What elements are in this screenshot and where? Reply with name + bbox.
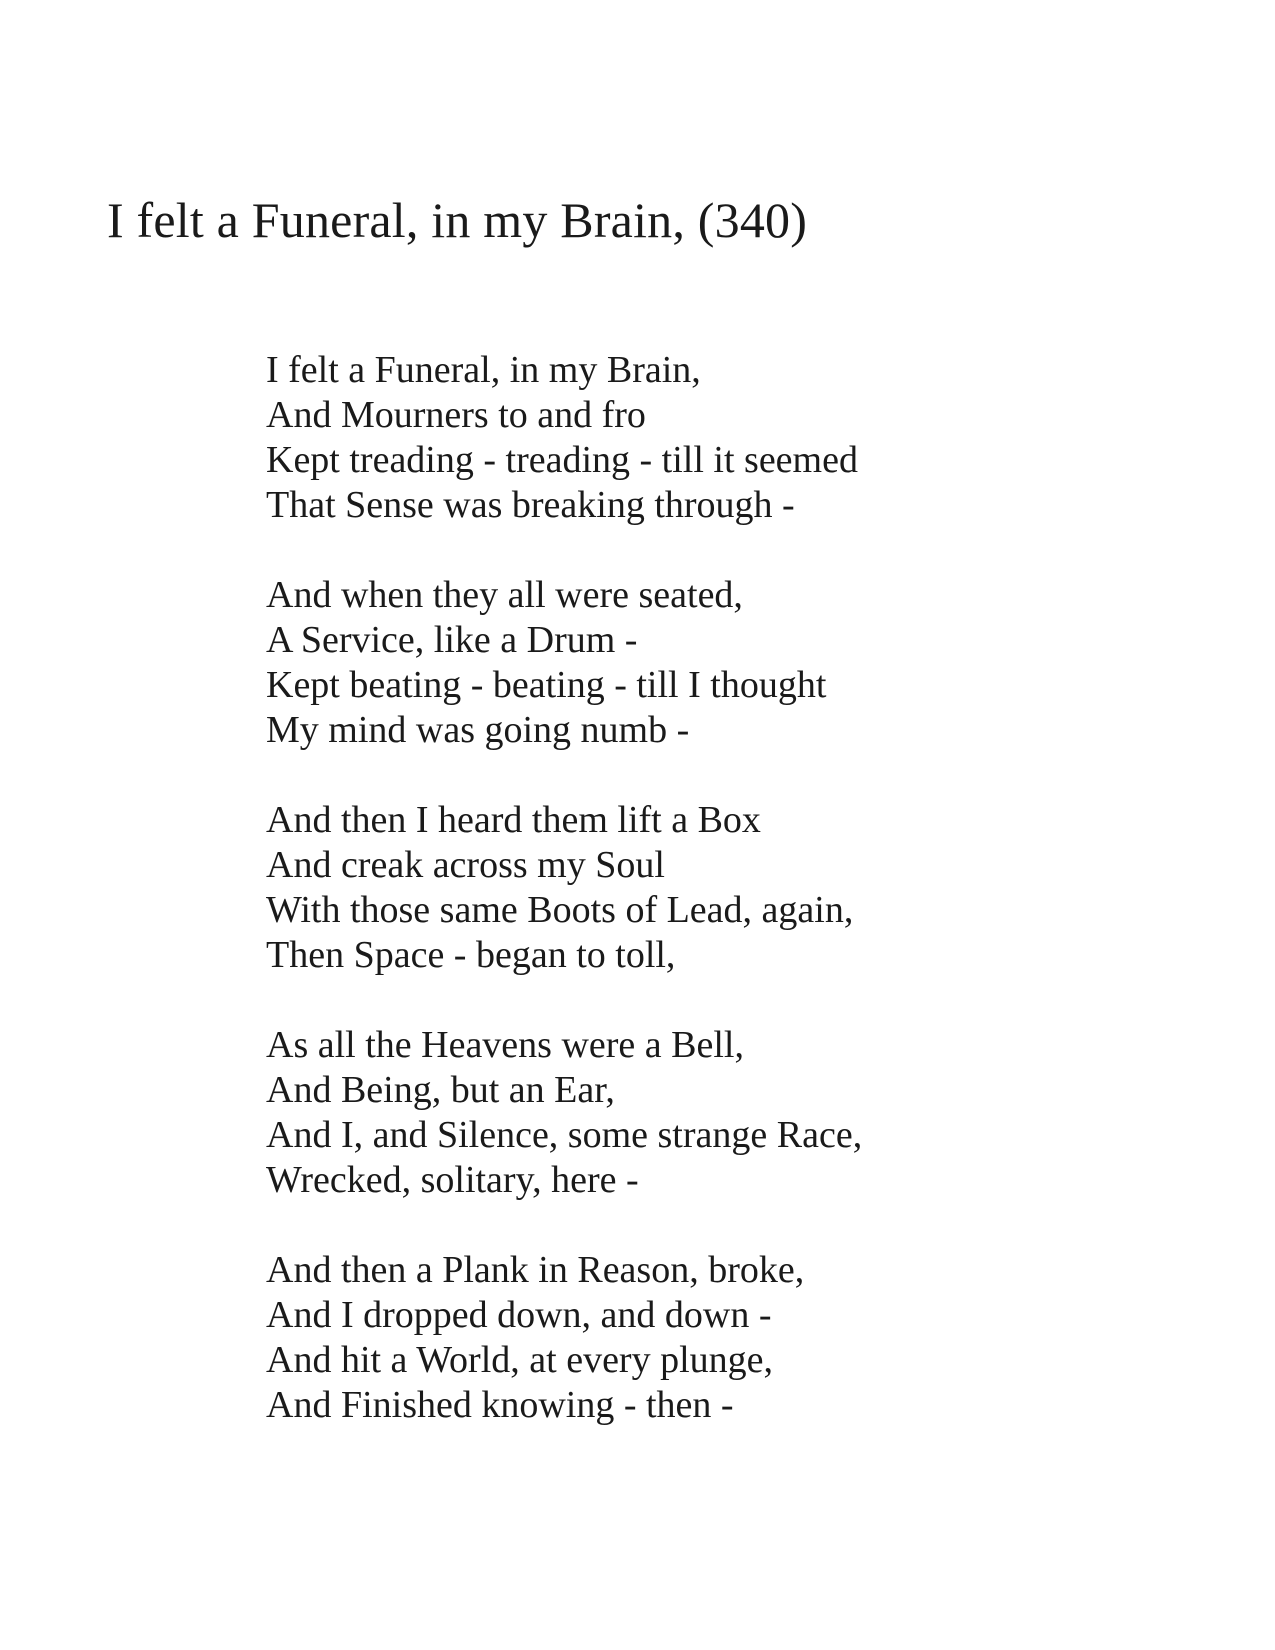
- poem-line: And when they all were seated,: [266, 574, 743, 616]
- stanza-3: [266, 798, 862, 978]
- stanza-4: [266, 1023, 862, 1203]
- poem-title: I felt a Funeral, in my Brain, (340): [107, 192, 808, 248]
- poem-line: I felt a Funeral, in my Brain,: [266, 349, 701, 391]
- poem-line: That Sense was breaking through -: [266, 484, 795, 526]
- poem-line: Kept treading - treading - till it seemed: [266, 439, 858, 481]
- poem-line: And then I heard them lift a Box: [266, 799, 761, 841]
- poem-line: Wrecked, solitary, here -: [266, 1159, 639, 1201]
- stanza-5: [266, 1248, 862, 1428]
- poem-body: [266, 348, 862, 1473]
- poem-line: With those same Boots of Lead, again,: [266, 889, 854, 931]
- poem-line: And creak across my Soul: [266, 844, 665, 886]
- poem-line: And Mourners to and fro: [266, 394, 646, 436]
- poem-line: And hit a World, at every plunge,: [266, 1339, 774, 1381]
- poem-line: And Finished knowing - then -: [266, 1384, 734, 1426]
- poem-line: And I, and Silence, some strange Race,: [266, 1114, 863, 1156]
- poem-line: My mind was going numb -: [266, 709, 690, 751]
- poem-line: And then a Plank in Reason, broke,: [266, 1249, 805, 1291]
- stanza-2: [266, 573, 862, 753]
- poem-line: As all the Heavens were a Bell,: [266, 1024, 744, 1066]
- poem-line: And Being, but an Ear,: [266, 1069, 615, 1111]
- poem-line: And I dropped down, and down -: [266, 1294, 772, 1336]
- poem-line: A Service, like a Drum -: [266, 619, 638, 661]
- stanza-1: [266, 348, 862, 528]
- poem-line: Then Space - began to toll,: [266, 934, 676, 976]
- poem-line: Kept beating - beating - till I thought: [266, 664, 827, 706]
